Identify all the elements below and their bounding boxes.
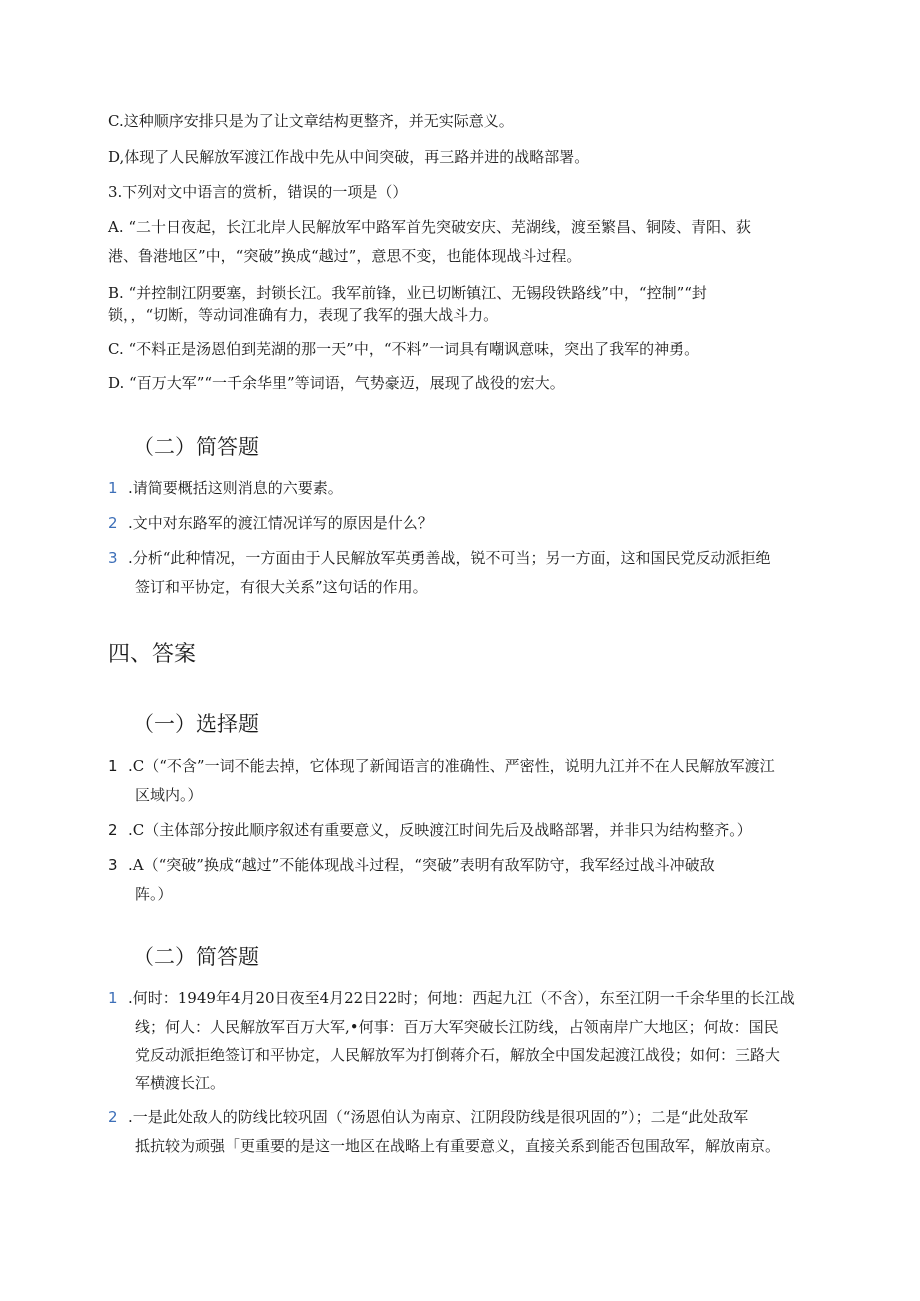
- option-c-line: C.这种顺序安排只是为了让文章结构更整齐，并无实际意义。: [108, 112, 514, 130]
- short-question-1: [108, 478, 343, 498]
- q3-option-a-line2: 港、鲁港地区”中，“突破”换成“越过”，意思不变，也能体现战斗过程。: [108, 247, 582, 265]
- section-short-answer-title: （二）简答题: [133, 435, 259, 459]
- list-number: 2: [108, 514, 118, 532]
- list-number: 1: [108, 989, 118, 1007]
- option-d-line: D,体现了人民解放军渡江作战中先从中间突破，再三路并进的战略部署。: [108, 148, 590, 166]
- answers-heading: 四、答案: [108, 642, 197, 667]
- short-question-3-cont: 签订和平协定，有很大关系”这句话的作用。: [135, 578, 428, 596]
- list-number: 1: [108, 479, 118, 497]
- short-answer-1-cont-1: 线；何人：人民解放军百万大军,•何事：百万大军突破长江防线，占领南岸广大地区；何故：国民: [135, 1018, 779, 1036]
- list-text: .分析“此种情况，一方面由于人民解放军英勇善战，锐不可当；另一方面，这和国民党反动派拒绝: [128, 549, 771, 567]
- short-question-3: [108, 548, 770, 568]
- list-text: .文中对东路军的渡江情况详写的原因是什么？: [128, 514, 433, 532]
- list-number: 3: [108, 549, 118, 567]
- list-number: 1: [108, 757, 118, 775]
- short-answer-2: [108, 1107, 748, 1127]
- choice-answers-title: （一）选择题: [133, 712, 259, 736]
- choice-answer-3-cont: 阵。）: [135, 885, 173, 903]
- q3-option-b-line1: B. “并控制江阴要塞，封锁长江。我军前锋，业已切断镇江、无锡段铁路线”中，“控制”“封: [108, 284, 707, 302]
- short-answer-1-cont-3: 军横渡长江。: [135, 1074, 226, 1092]
- question-3-stem: 3.下列对文中语言的赏析，错误的一项是（）: [108, 183, 408, 201]
- list-text: .请简要概括这则消息的六要素。: [128, 479, 343, 497]
- list-number: 2: [108, 1108, 118, 1126]
- choice-answer-1: [108, 756, 775, 776]
- short-answer-1-cont-2: 党反动派拒绝签订和平协定，人民解放军为打倒蒋介石，解放全中国发起渡江战役；如何：三路大: [135, 1046, 781, 1064]
- choice-answer-3: [108, 855, 715, 875]
- choice-answer-2: [108, 820, 752, 840]
- short-answer-1: [108, 988, 795, 1008]
- list-text: .A（“突破”换成“越过”不能体现战斗过程，“突破”表明有敌军防守，我军经过战斗冲破敌: [128, 856, 715, 874]
- list-number: 3: [108, 856, 118, 874]
- q3-option-d: D. “百万大军”“一千余华里”等词语，气势豪迈，展现了战役的宏大。: [108, 374, 565, 392]
- short-answer-2-cont: 抵抗较为顽强「更重要的是这一地区在战略上有重要意义，直接关系到能否包围敌军，解放南京。: [135, 1137, 781, 1155]
- list-text: .一是此处敌人的防线比较巩固（“汤恩伯认为南京、江阴段防线是很巩固的”）；二是“此处敌军: [128, 1108, 749, 1126]
- q3-option-c: C. “不料正是汤恩伯到芜湖的那一天”中，“不料”一词具有嘲讽意味，突出了我军的神勇。: [108, 340, 700, 358]
- list-number: 2: [108, 821, 118, 839]
- short-answers-title: （二）简答题: [133, 945, 259, 969]
- short-question-2: [108, 513, 433, 533]
- list-text: .C（主体部分按此顺序叙述有重要意义，反映渡江时间先后及战略部署，并非只为结构整齐。）: [128, 821, 752, 839]
- q3-option-b-line2: 锁，，“切断，等动词准确有力，表现了我军的强大战斗力。: [108, 306, 499, 324]
- choice-answer-1-cont: 区域内。）: [135, 786, 203, 804]
- q3-option-a-line1: A. “二十日夜起，长江北岸人民解放军中路军首先突破安庆、芜湖线，渡至繁昌、铜陵、青阳、荻: [108, 218, 752, 236]
- list-text: .C（“不含”一词不能去掉，它体现了新闻语言的准确性、严密性，说明九江并不在人民解放军渡江: [128, 757, 775, 775]
- list-text: .何时：1949年4月20日夜至4月22日22时；何地：西起九江（不含），东至江阴一千余华里的长江战: [128, 989, 795, 1007]
